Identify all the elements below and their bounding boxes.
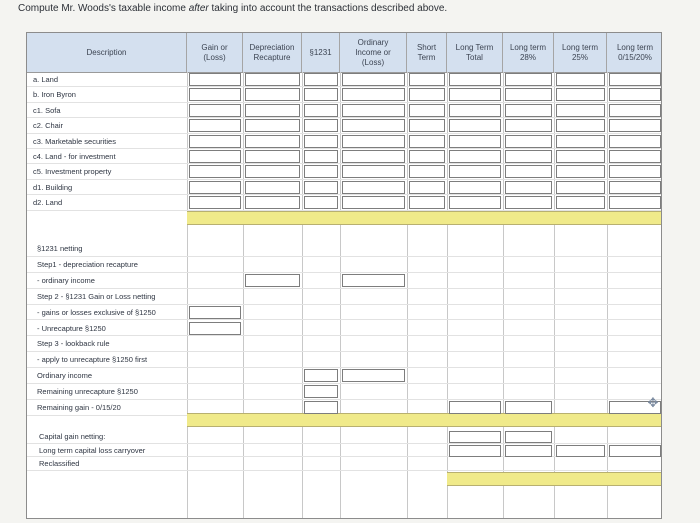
answer-cell[interactable] [449,73,501,86]
answer-cell[interactable] [189,150,241,163]
answer-cell[interactable] [304,73,338,86]
answer-cell[interactable] [189,104,241,117]
row-label: - ordinary income [37,275,95,285]
answer-cell[interactable] [189,73,241,86]
answer-cell[interactable] [409,104,445,117]
answer-cell[interactable] [609,165,661,178]
row-label: c5. Investment property [33,167,112,177]
netting-row [27,305,662,321]
answer-cell[interactable] [609,196,661,209]
answer-cell[interactable] [449,181,501,194]
answer-cell[interactable] [556,165,605,178]
netting-row [27,257,662,273]
header-description: Description [27,33,187,72]
answer-cell[interactable] [609,150,661,163]
capital-netting-row [27,430,662,444]
answer-cell[interactable] [189,119,241,132]
answer-cell[interactable] [556,181,605,194]
answer-cell[interactable] [556,150,605,163]
row-label: c4. Land - for investment [33,152,116,161]
answer-cell[interactable] [449,401,501,414]
header-short-term: Short Term [407,33,447,72]
answer-cell[interactable] [409,135,445,148]
answer-cell[interactable] [505,104,552,117]
row-label: a. Land [33,75,59,84]
answer-cell[interactable] [245,119,300,132]
answer-cell[interactable] [245,135,300,148]
answer-cell[interactable] [342,369,405,382]
answer-cell[interactable] [245,104,300,117]
row-label: d2. Land [33,198,63,208]
section1-total-row [187,211,662,225]
row-label: c2. Chair [33,121,64,131]
header-long-term-25: Long term 25% [554,33,607,72]
answer-cell[interactable] [505,135,552,148]
netting-row [27,241,662,257]
answer-cell[interactable] [609,445,661,457]
netting-row [27,352,662,368]
answer-cell[interactable] [449,196,501,209]
header-long-term-28: Long term 28% [503,33,554,72]
answer-cell[interactable] [449,88,501,101]
answer-cell[interactable] [245,150,300,163]
answer-cell[interactable] [609,73,661,86]
answer-cell[interactable] [609,119,661,132]
answer-cell[interactable] [342,165,405,178]
capital-netting-row [27,457,662,471]
answer-cell[interactable] [409,119,445,132]
answer-cell[interactable] [342,196,405,209]
row-label: b. Iron Byron [33,90,76,100]
answer-cell[interactable] [189,306,241,319]
header-long-term-total: Long Term Total [447,33,503,72]
answer-cell[interactable] [609,104,661,117]
answer-cell[interactable] [189,196,241,209]
header-1231: §1231 [302,33,340,72]
answer-cell[interactable] [304,88,338,101]
question-prompt [18,3,447,14]
row-label: c3. Marketable securities [33,136,116,146]
answer-cell[interactable] [556,88,605,101]
answer-cell[interactable] [505,181,552,194]
answer-cell[interactable] [304,385,338,398]
row-label: c1. Sofa [33,105,61,115]
row-label: §1231 netting [37,244,83,253]
netting-row [27,336,662,352]
row-label: Step 2 - §1231 Gain or Loss netting [37,291,156,301]
row-label: Step 3 - lookback rule [37,339,110,349]
answer-cell[interactable] [505,119,552,132]
answer-cell[interactable] [189,181,241,194]
netting-row [27,289,662,305]
answer-cell[interactable] [409,196,445,209]
section2-total-row [187,413,662,427]
row-label: Reclassified [39,459,80,468]
answer-cell[interactable] [342,181,405,194]
answer-cell[interactable] [449,150,501,163]
prompt-text-before: Compute Mr. Woods's taxable income [18,3,189,14]
answer-cell[interactable] [409,181,445,194]
answer-cell[interactable] [245,196,300,209]
answer-cell[interactable] [609,88,661,101]
answer-cell[interactable] [342,150,405,163]
answer-cell[interactable] [245,165,300,178]
section3-total-row [447,472,662,486]
answer-cell[interactable] [304,369,338,382]
row-label: - apply to unrecapture §1250 first [37,355,148,365]
answer-cell[interactable] [609,181,661,194]
answer-cell[interactable] [556,135,605,148]
worksheet-header-row [27,33,662,73]
answer-cell[interactable] [189,135,241,148]
prompt-emphasis: after [188,3,209,14]
answer-cell[interactable] [505,88,552,101]
row-label: Step1 - depreciation recapture [37,259,138,269]
answer-cell[interactable] [304,196,338,209]
answer-cell[interactable] [449,431,501,443]
row-label: Long term capital loss carryover [39,445,146,455]
answer-cell[interactable] [409,73,445,86]
answer-cell[interactable] [556,119,605,132]
answer-cell[interactable] [245,181,300,194]
answer-cell[interactable] [609,135,661,148]
move-cursor-icon: ✥ [647,395,659,410]
answer-cell[interactable] [245,73,300,86]
answer-cell[interactable] [342,73,405,86]
answer-cell[interactable] [189,322,241,335]
row-label: Capital gain netting: [39,432,106,441]
taxable-income-worksheet [26,32,662,519]
answer-cell[interactable] [304,104,338,117]
answer-cell[interactable] [505,150,552,163]
answer-cell[interactable] [342,88,405,101]
answer-cell[interactable] [245,274,300,287]
answer-cell[interactable] [556,104,605,117]
answer-cell[interactable] [304,401,338,414]
header-long-term-0-15-20: Long term 0/15/20% [616,42,654,62]
answer-cell[interactable] [342,274,405,287]
answer-cell[interactable] [304,181,338,194]
row-label: d1. Building [33,182,73,192]
answer-cell[interactable] [505,431,552,443]
answer-cell[interactable] [342,135,405,148]
netting-row [27,384,662,400]
row-label: Remaining gain - 0/15/20 [37,403,121,412]
row-label: - Unrecapture §1250 [37,323,106,333]
header-gain-or-loss: Gain or (Loss) [187,33,243,72]
answer-cell[interactable] [505,401,552,414]
answer-cell[interactable] [304,150,338,163]
answer-cell[interactable] [449,165,501,178]
header-ordinary-income: Ordinary Income or (Loss) [340,33,407,72]
answer-cell[interactable] [409,150,445,163]
answer-cell[interactable] [304,165,338,178]
answer-cell[interactable] [409,165,445,178]
answer-cell[interactable] [342,119,405,132]
answer-cell[interactable] [505,73,552,86]
answer-cell[interactable] [505,165,552,178]
row-label: Remaining unrecapture §1250 [37,387,138,397]
answer-cell[interactable] [449,119,501,132]
answer-cell[interactable] [304,135,338,148]
prompt-text-after: taking into account the transactions described above. [208,3,448,14]
answer-cell[interactable] [449,135,501,148]
row-label: Ordinary income [37,371,93,381]
answer-cell[interactable] [505,445,552,457]
answer-cell[interactable] [449,104,501,117]
answer-cell[interactable] [342,104,405,117]
answer-cell[interactable] [556,196,605,209]
answer-cell[interactable] [245,88,300,101]
answer-cell[interactable] [189,165,241,178]
answer-cell[interactable] [409,88,445,101]
answer-cell[interactable] [556,73,605,86]
answer-cell[interactable] [556,445,605,457]
header-depreciation-recapture: Depreciation Recapture [243,33,302,72]
answer-cell[interactable] [449,445,501,457]
answer-cell[interactable] [304,119,338,132]
answer-cell[interactable] [189,88,241,101]
row-label: - gains or losses exclusive of §1250 [37,307,156,317]
netting-row [27,321,662,337]
answer-cell[interactable] [505,196,552,209]
